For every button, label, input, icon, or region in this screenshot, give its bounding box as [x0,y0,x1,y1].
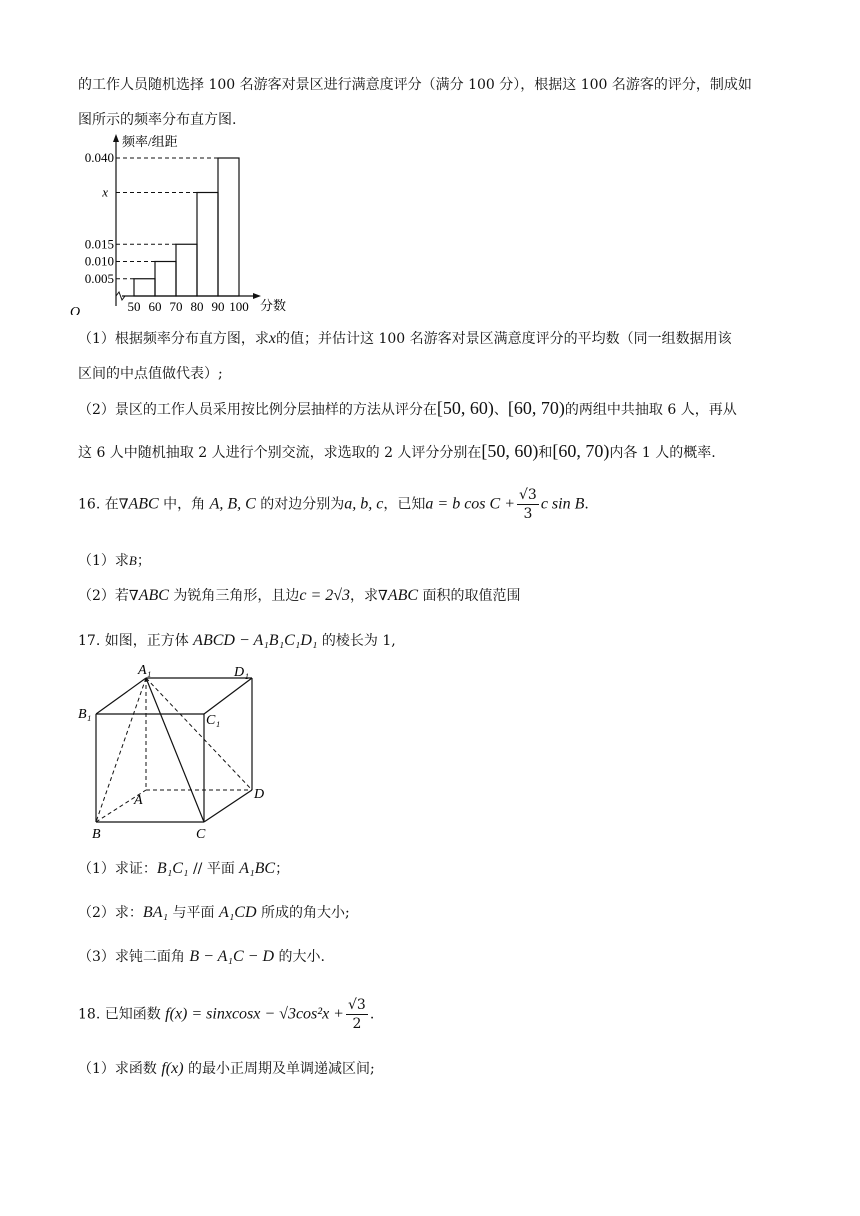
q16-angles: A, B, C [209,495,256,513]
q15-part1-line2: 区间的中点值做代表）; [78,366,223,382]
q17-p2-m2: A₁CD [218,904,257,921]
q15-p2-text-b: 的两组中共抽取 6 人，再从 [564,402,737,418]
q18-p1-a: （1）求函数 [78,1061,162,1077]
q18-end: . [369,1006,375,1023]
q17-p3-a: （3）求钝二面角 [78,949,190,965]
q17-p2-m1: BA₁ [142,904,169,921]
q16-p1-var: B [128,553,137,568]
q16-part2 [78,585,521,605]
q15-interval-1b: [50, 60) [481,441,539,461]
q17-stem-b: 的棱长为 1, [317,633,396,649]
x-tick-label: 100 [229,299,249,314]
q17-p3-m: B − A₁C − D [189,948,274,965]
q15-p2-text-d: 内各 1 人的概率. [609,445,716,461]
q16-p2-tri: ABC [138,587,169,604]
q17-p1-end: ； [275,861,290,877]
q16-eq-right: c sin B [540,495,585,513]
q17-p1-a: （1）求证： [78,861,157,877]
q15-p2-text-c: 这 6 人中随机抽取 2 人进行个别交流，求选取的 2 人评分分别在 [78,445,482,461]
histogram-svg [70,130,300,315]
intro-line-1: 的工作人员随机选择 100 名游客对景区进行满意度评分（满分 100 分），根据这 100 名游客的评分，制成如 [78,77,752,93]
q16-stem-c: 的对边分别为 [255,496,345,513]
q16-end: . [584,496,589,513]
q18-function: f(x) = sinxcosx − √3cos²x + [165,1005,344,1023]
intro-line-2: 图所示的频率分布直方图. [78,112,237,128]
q15-p2-text-a: （2）景区的工作人员采用按比例分层抽样的方法从评分在 [78,402,437,418]
q16-p2-b: 为锐角三角形，且边 [168,588,300,604]
histogram-bar [176,244,197,296]
label-a1: A₁ [138,663,152,678]
y-tick-label: x [102,184,108,200]
q17-part1 [78,858,289,878]
q15-p1-var: x [268,330,277,347]
q17-p2-a: （2）求： [78,905,143,921]
q18-part1 [78,1058,375,1078]
q18-p1-b: 的最小正周期及单调递减区间; [183,1061,375,1077]
q16-stem-a: 16. 在∇ [78,496,129,513]
label-d: D [254,787,265,802]
q15-interval-1: [50, 60) [436,398,494,418]
q15-part2-line2 [78,441,716,462]
q18-p1-f: f(x) [161,1060,184,1077]
x-tick-label: 60 [148,299,162,314]
q17-p1-b: // 平面 [188,861,240,877]
q16-stem-b: 中，角 [158,496,210,513]
label-d1: D₁ [234,665,249,680]
q15-part2-line1 [78,398,737,419]
q16-eq-left: a = b cos C + [425,495,515,513]
q15-part1-line1 [78,328,732,348]
q16-frac-num: √3 [519,487,537,503]
q17-p3-b: 的大小. [274,949,325,965]
origin-label: O [70,305,81,315]
y-tick-label: 0.015 [84,236,114,252]
q16-frac-den: 3 [523,506,533,522]
q18-frac-num: √3 [347,997,366,1013]
x-tick-label: 50 [127,299,141,314]
y-axis-label: 频率/组距 [122,134,178,149]
q15-p1-text-b: 的值；并估计这 100 名游客对景区满意度评分的平均数（同一组数据用该 [276,331,732,347]
q17-stem [78,630,396,650]
q17-p2-b: 与平面 [168,905,219,921]
label-b1: B₁ [78,707,92,722]
y-tick-label: 0.040 [84,150,114,165]
histogram-bar [218,158,239,296]
frequency-histogram [70,130,300,315]
label-c1: C₁ [206,713,221,728]
q15-interval-2b: [60, 70) [552,441,610,461]
q17-p1-m1: B₁C₁ [156,860,189,877]
y-tick-label: 0.005 [84,270,114,286]
q17-p2-c: 所成的角大小; [256,905,350,921]
q16-stem [78,486,589,523]
q18-stem-a: 18. 已知函数 [78,1006,166,1023]
x-tick-label: 80 [190,299,204,314]
q16-stem-d: ，已知 [383,496,426,513]
q17-cube-name: ABCD − A₁B₁C₁D₁ [193,632,318,649]
q16-p1-text: （1）求 [78,553,129,569]
q16-p2-eq: c = 2√3 [299,587,351,604]
label-a: A [134,793,143,808]
histogram-bar [155,262,176,297]
q15-p1-text-a: （1）根据频率分布直方图，求 [78,331,269,347]
q16-part1 [78,550,151,570]
q18-fraction [346,996,368,1033]
histogram-bar [197,193,218,297]
q16-p2-tri-2: ABC [387,587,419,604]
q16-p2-d: 面积的取值范围 [418,588,521,604]
q16-p1-end: ； [136,553,151,569]
q16-p2-c: ，求∇ [350,588,388,604]
q16-p2-a: （2）若∇ [78,588,139,604]
q16-triangle: ABC [128,495,159,513]
histogram-bar [134,279,155,296]
x-axis-label: 分数 [260,298,287,313]
q18-stem [78,996,374,1033]
q18-frac-den: 2 [352,1016,362,1032]
q16-fraction [517,486,539,523]
cube-figure [76,662,276,842]
label-b: B [92,827,101,842]
q16-sides: a, b, c [344,495,384,513]
q17-part2 [78,902,350,922]
x-tick-label: 90 [211,299,225,314]
q15-and: 和 [538,445,553,461]
cube-svg [76,662,276,842]
q17-p1-m2: A₁BC [239,860,276,877]
q15-sep: 、 [493,402,508,418]
q17-part3 [78,946,325,966]
x-tick-label: 70 [169,299,183,314]
q17-stem-a: 17. 如图，正方体 [78,633,194,649]
label-c: C [196,827,206,842]
y-tick-label: 0.010 [84,253,114,269]
q15-interval-2: [60, 70) [507,398,565,418]
